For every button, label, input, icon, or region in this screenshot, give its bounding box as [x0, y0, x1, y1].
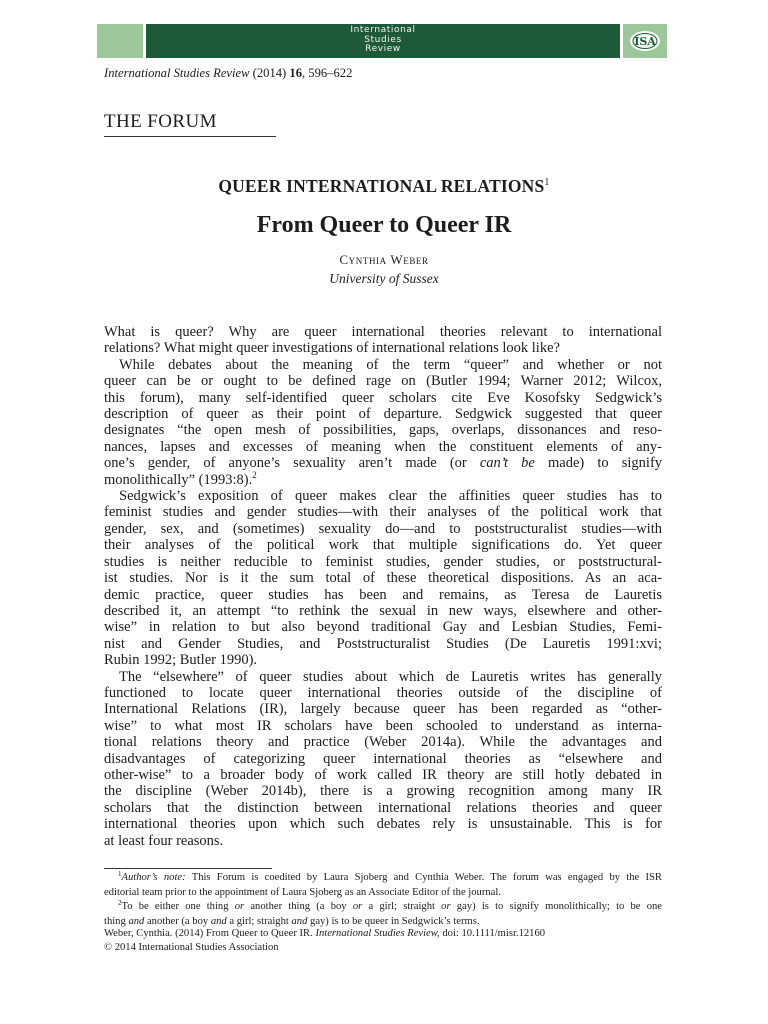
- emphasis-text: or: [234, 901, 245, 913]
- body-line: Sedgwick’s exposition of queer makes clear the affinities queer studies has to: [119, 488, 662, 505]
- body-text: monolithically” (1993:8).: [104, 471, 253, 488]
- footnotes: [104, 871, 662, 929]
- footnote-marker: 2: [252, 469, 257, 480]
- emphasis-text: or: [352, 901, 363, 913]
- footnote-rule: [104, 868, 272, 869]
- body-line: described it, an attempt “to rethink the sexual in new ways, elsewhere and other-: [104, 602, 662, 619]
- journal-citation: [104, 66, 352, 81]
- body-line: scholars that the distinction between international relations theories and queer: [104, 799, 662, 816]
- journal-name-line-2: Studies: [364, 34, 402, 45]
- body-line: [104, 469, 662, 488]
- body-line: tional relations theory and practice (Weber 2014a). While the advantages and: [104, 734, 662, 751]
- body-text: one’s gender, of anyone’s sexuality aren’t made (or: [104, 455, 467, 472]
- body-text: made) to signify: [548, 455, 663, 472]
- body-line: nances, lapses and excesses of meaning when the constituent elements of any-: [104, 438, 662, 455]
- author-affiliation: University of Sussex: [329, 271, 439, 286]
- citation-volume: 16: [289, 66, 302, 80]
- footnote-text: a girl; straight: [229, 915, 289, 927]
- body-line: wise” in relation to but also beyond traditional Gay and Lesbian Studies, Femi-: [104, 619, 662, 636]
- reference-text: Weber, Cynthia. (2014) From Queer to Queer IR.: [104, 928, 313, 939]
- body-line: [104, 455, 662, 471]
- footnote-line: [104, 900, 662, 915]
- emphasis-text: and: [210, 915, 227, 927]
- footnote-label: Author’s note:: [121, 872, 186, 883]
- footnote-text: thing: [104, 915, 126, 927]
- body-line: other-wise” to a broader body of work called IR theory are still hotly debated in: [104, 766, 662, 783]
- journal-banner: [97, 24, 667, 58]
- footnote-line: editorial team prior to the appointment of Laura Sjoberg as an Associate Editor of the journal.: [104, 886, 501, 898]
- copyright-notice: © 2014 International Studies Association: [104, 942, 279, 953]
- article-reference: [104, 928, 545, 939]
- citation-pages: , 596–622: [301, 66, 353, 80]
- banner-left-block: [97, 24, 143, 58]
- journal-name-mark: [146, 26, 620, 55]
- footnote-text: another (a boy: [146, 915, 209, 927]
- article-title: From Queer to Queer IR: [256, 212, 512, 238]
- body-line: studies is neither reducible to feminist studies, gender studies, or poststructural-: [104, 553, 662, 570]
- body-line: International Relations (IR), largely because queer has been regarded as “other-: [104, 701, 662, 718]
- body-line: The “elsewhere” of queer studies about which de Lauretis writes has generally: [119, 668, 662, 685]
- forum-label: THE FORUM: [104, 111, 217, 132]
- citation-journal: International Studies Review: [104, 66, 250, 80]
- body-line: ist studies. Nor is it the sum total of these theoretical dispositions. As an aca-: [104, 570, 662, 587]
- isa-logo-icon: [629, 30, 661, 52]
- emphasis-text: and: [291, 915, 308, 927]
- body-line: this forum), many self-identified queer scholars cite Eve Kosofsky Sedgwick’s: [104, 389, 662, 406]
- reference-doi: doi: 10.1111/misr.12160: [442, 928, 546, 939]
- body-line: international theories upon which such debates rely is unsustainable. This is for: [104, 816, 662, 833]
- emphasis-text: and: [128, 915, 145, 927]
- section-title-footnote-marker: 1: [544, 177, 550, 188]
- footnote-line: [104, 871, 662, 886]
- body-line: feminist studies and gender studies—with their analyses of the political work that: [104, 504, 662, 521]
- body-line: demic practice, queer studies has been and remains, as Teresa de Lauretis: [104, 586, 662, 603]
- section-title: [0, 176, 768, 197]
- forum-rule: [104, 136, 276, 137]
- banner-main-block: [146, 24, 620, 58]
- reference-journal: International Studies Review,: [315, 928, 440, 939]
- emphasis-text: or: [441, 901, 451, 913]
- body-line: gender, sex, and (sometimes) sexuality do—and to poststructuralist studies—with: [104, 520, 662, 537]
- body-line: their analyses of the political work that multiple significations do. Yet queer: [104, 537, 662, 554]
- article-body: [104, 324, 662, 849]
- body-line: the discipline (Weber 2014b), there is a growing recognition among many IR: [104, 783, 662, 800]
- footnote-text: gay) is to be queer in Sedgwick’s terms.: [310, 915, 480, 927]
- journal-name-line-3: Review: [365, 44, 401, 54]
- body-line: nist and Gender Studies, and Poststructuralist Studies (De Lauretis 1991:xvi;: [104, 635, 662, 652]
- body-line: designates “the open mesh of possibilities, gaps, overlaps, dissonances and reso-: [104, 422, 662, 439]
- body-line: relations? What might queer investigations of international relations look like?: [104, 340, 560, 357]
- citation-year: (2014): [252, 66, 287, 80]
- footnote-text: This Forum is coedited by Laura Sjoberg and Cynthia Weber. The forum was engaged by the ISR: [191, 872, 662, 883]
- body-line: at least four reasons.: [104, 832, 224, 849]
- footnote-text: gay) is to signify monolithically; to be one: [456, 901, 662, 913]
- body-line: While debates about the meaning of the term “queer” and whether or not: [119, 356, 662, 373]
- body-line: queer can be or ought to be defined rage on (Butler 1994; Warner 2012; Wilcox,: [104, 373, 662, 390]
- footnote-number: 1: [118, 870, 122, 878]
- svg-text:ISA: ISA: [634, 35, 656, 48]
- body-line: functioned to locate queer international theories outside of the discipline of: [104, 684, 662, 701]
- body-line: disadvantages of categorizing queer international theories as “elsewhere and: [104, 750, 662, 767]
- body-line: wise” to what most IR scholars have been schooled to understand as interna-: [104, 717, 662, 734]
- journal-name-line-1: International: [350, 25, 416, 35]
- section-title-text: QUEER INTERNATIONAL RELATIONS: [218, 176, 545, 196]
- footnote-text: a girl; straight: [368, 901, 435, 913]
- body-line: description of queer as their point of departure. Sedgwick suggested that queer: [104, 406, 662, 423]
- footnote-number: 2: [118, 899, 122, 908]
- body-line: Rubin 1992; Butler 1990).: [104, 652, 258, 669]
- body-line: What is queer? Why are queer international theories relevant to international: [104, 324, 662, 340]
- emphasis-text: can’t be: [479, 455, 535, 472]
- footnote-text: To be either one thing: [121, 901, 229, 913]
- footnote-text: another thing (a boy: [250, 901, 347, 913]
- banner-right-block: [623, 24, 667, 58]
- author-name: Cynthia Weber: [339, 252, 429, 267]
